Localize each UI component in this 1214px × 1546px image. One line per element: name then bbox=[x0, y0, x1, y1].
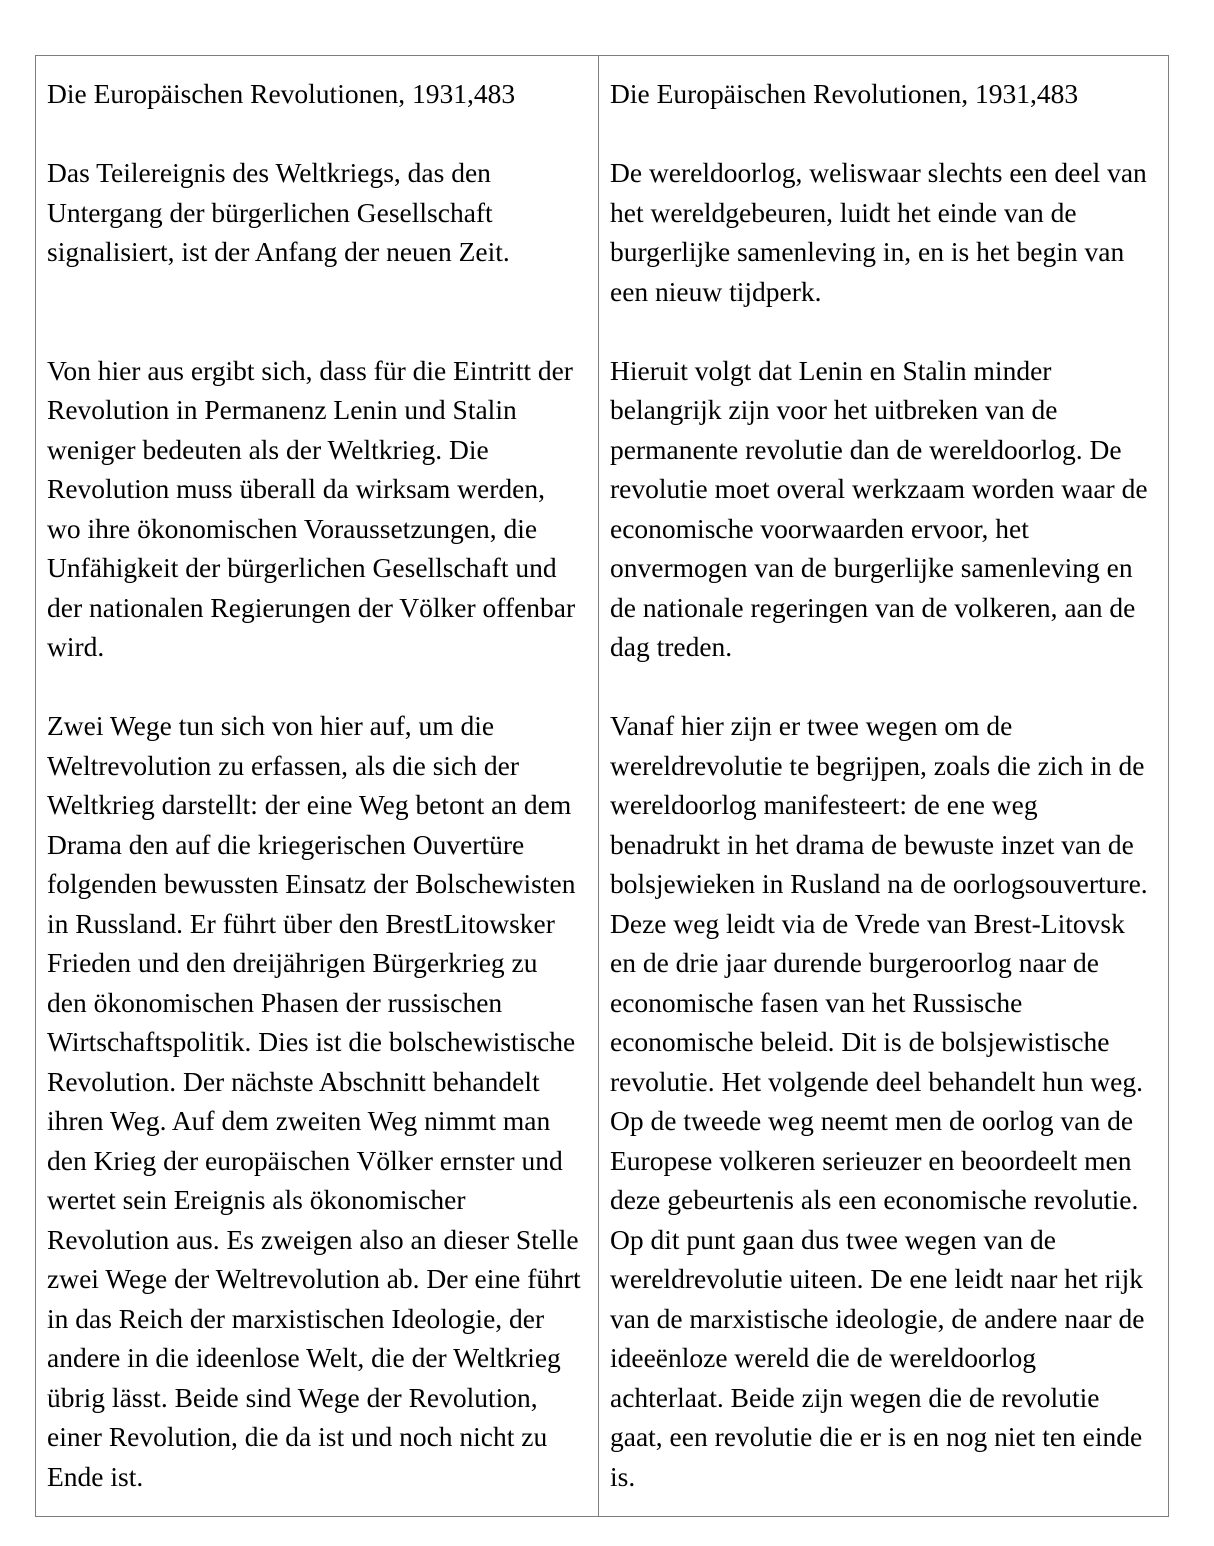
spacer bbox=[47, 272, 584, 351]
spacer bbox=[610, 667, 1154, 707]
bilingual-translation-table bbox=[35, 55, 1169, 1517]
spacer bbox=[47, 114, 584, 154]
target-paragraph-1: De wereldoorlog, weliswaar slechts een deel van het wereldgebeuren, luidt het einde van de burgerlijke samenleving in, en is het begin van een nieuw tijdperk. bbox=[610, 157, 1147, 307]
source-cell-body bbox=[47, 74, 584, 1496]
source-paragraph-1: Das Teilereignis des Weltkriegs, das den Untergang der bürgerlichen Gesellschaft signalisiert, ist der Anfang der neuen Zeit. bbox=[47, 157, 510, 267]
target-cell-body bbox=[610, 74, 1154, 1496]
source-paragraph-2: Von hier aus ergibt sich, dass für die Eintritt der Revolution in Permanenz Lenin und Stalin weniger bedeuten als der Weltkrieg. Die Revolution muss überall da wirksam werden, wo ihre ökonomischen Voraussetzungen, die Unfähigkeit der bürgerlichen Gesellschaft und der nationalen Regierungen der Völker offenbar wird. bbox=[47, 354, 576, 662]
spacer bbox=[47, 667, 584, 707]
target-text-cell bbox=[599, 56, 1169, 1517]
target-document-reference: Die Europäischen Revolutionen, 1931,483 bbox=[610, 78, 1079, 109]
spacer bbox=[610, 114, 1154, 154]
spacer bbox=[610, 311, 1154, 351]
source-document-reference: Die Europäischen Revolutionen, 1931,483 bbox=[47, 78, 516, 109]
source-text-cell bbox=[36, 56, 599, 1517]
table-row bbox=[36, 56, 1169, 1517]
target-paragraph-2: Hieruit volgt dat Lenin en Stalin minder belangrijk zijn voor het uitbreken van de permanente revolutie dan de wereldoorlog. De revolutie moet overal werkzaam worden waar de economische voorwaarden ervoor, het onvermogen van de burgerlijke samenleving en de nationale regeringen van de volkeren, aan de dag treden. bbox=[610, 354, 1148, 662]
target-paragraph-3: Vanaf hier zijn er twee wegen om de wereldrevolutie te begrijpen, zoals die zich in de wereldoorlog manifesteert: de ene weg benadrukt in het drama de bewuste inzet van de bolsjewieken in Rusland na de oorlogsouverture. Deze weg leidt via de Vrede van Brest-Litovsk en de drie jaar durende burgeroorlog naar de economische fasen van het Russische economische beleid. Dit is de bolsjewistische revolutie. Het volgende deel behandelt hun weg. Op de tweede weg neemt men de oorlog van de Europese volkeren serieuzer en beoordeelt men deze gebeurtenis als een economische revolutie. Op dit punt gaan dus twee wegen van de wereldrevolutie uiteen. De ene leidt naar het rijk van de marxistische ideologie, de andere naar de ideeënloze wereld die de wereldoorlog achterlaat. Beide zijn wegen die de revolutie gaat, een revolutie die er is en nog niet ten einde is. bbox=[610, 710, 1148, 1492]
source-paragraph-3: Zwei Wege tun sich von hier auf, um die Weltrevolution zu erfassen, als die sich der Weltkrieg darstellt: der eine Weg betont an dem Drama den auf die kriegerischen Ouvertüre folgenden bewussten Einsatz der Bolschewisten in Russland. Er führt über den BrestLitowsker Frieden und den dreijährigen Bürgerkrieg zu den ökonomischen Phasen der russischen Wirtschaftspolitik. Dies ist die bolschewistische Revolution. Der nächste Abschnitt behandelt ihren Weg. Auf dem zweiten Weg nimmt man den Krieg der europäischen Völker ernster und wertet sein Ereignis als ökonomischer Revolution aus. Es zweigen also an dieser Stelle zwei Wege der Weltrevolution ab. Der eine führt in das Reich der marxistischen Ideologie, der andere in die ideenlose Welt, die der Weltkrieg übrig lässt. Beide sind Wege der Revolution, einer Revolution, die da ist und noch nicht zu Ende ist. bbox=[47, 710, 581, 1492]
